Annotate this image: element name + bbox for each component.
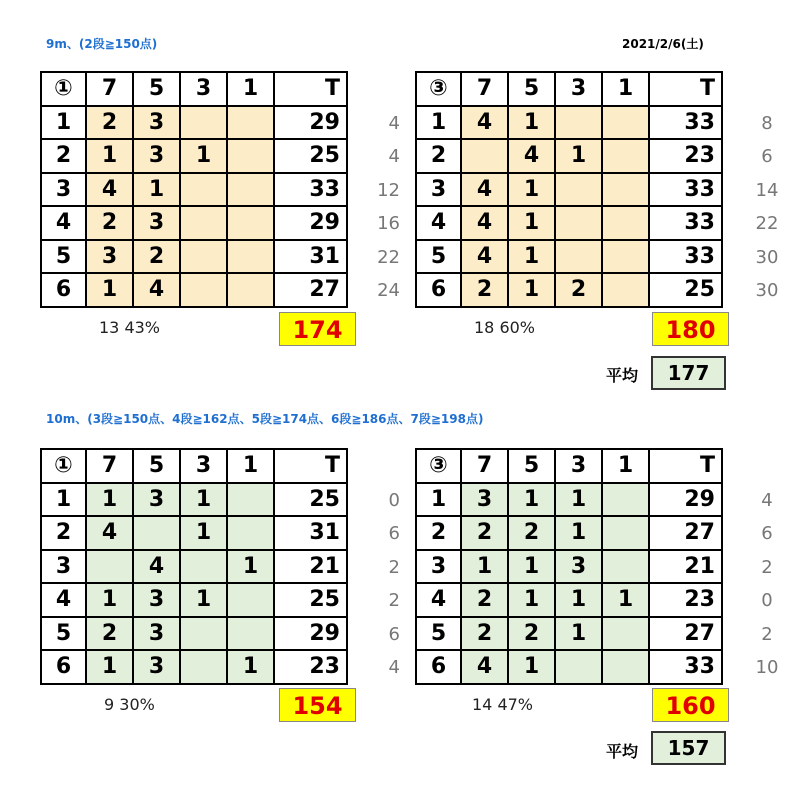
count-cell <box>555 106 602 140</box>
end-number-cell: 5 <box>416 240 461 274</box>
table-row <box>41 173 347 207</box>
count-cell: 4 <box>461 206 508 240</box>
end-number-cell: 1 <box>416 106 461 140</box>
end-number-cell: 1 <box>416 483 461 517</box>
count-cell <box>180 617 227 651</box>
table-row <box>41 106 347 140</box>
average-score-s1: 177 <box>651 356 726 390</box>
header-cell: T <box>274 72 347 106</box>
table-row <box>41 206 347 240</box>
count-cell <box>555 650 602 684</box>
hits-summary-s1-right: 18 60% <box>474 318 536 337</box>
end-total-cell: 29 <box>274 206 347 240</box>
table-row <box>41 240 347 274</box>
session-date: 2021/2/6(土) <box>622 37 704 51</box>
side-value: 6 <box>761 146 773 167</box>
end-number-cell: 4 <box>41 583 86 617</box>
count-cell: 3 <box>461 483 508 517</box>
score-table-s1-left <box>40 71 348 308</box>
end-total-cell: 33 <box>649 173 722 207</box>
table-row <box>41 273 347 307</box>
end-total-cell: 33 <box>274 173 347 207</box>
count-cell <box>227 483 274 517</box>
section2-title: 10m、(3段≧150点、4段≧162点、5段≧174点、6段≧186点、7段≧198点) <box>46 412 484 426</box>
count-cell: 2 <box>461 617 508 651</box>
count-cell: 2 <box>461 516 508 550</box>
count-cell: 4 <box>461 650 508 684</box>
end-number-cell: 3 <box>416 173 461 207</box>
header-cell: 1 <box>602 72 649 106</box>
count-cell: 4 <box>461 240 508 274</box>
header-cell: 5 <box>508 72 555 106</box>
count-cell: 1 <box>86 583 133 617</box>
end-total-cell: 23 <box>649 583 722 617</box>
side-value: 4 <box>388 112 400 134</box>
count-cell: 3 <box>555 550 602 584</box>
end-total-cell: 25 <box>274 583 347 617</box>
count-cell: 1 <box>508 650 555 684</box>
count-cell <box>133 516 180 550</box>
side-value: 12 <box>377 179 400 201</box>
end-total-cell: 33 <box>649 206 722 240</box>
score-table-s2-left <box>40 448 348 685</box>
count-cell <box>227 240 274 274</box>
table-body <box>416 72 722 307</box>
header-cell: ① <box>41 72 86 106</box>
header-cell: T <box>274 449 347 483</box>
count-cell: 1 <box>508 273 555 307</box>
table-row <box>416 139 722 173</box>
table-body <box>41 72 347 307</box>
side-value: 4 <box>388 146 400 167</box>
average-label-s1: 平均 <box>606 366 639 385</box>
count-cell <box>602 550 649 584</box>
count-cell: 1 <box>508 583 555 617</box>
side-value: 22 <box>377 246 400 268</box>
end-total-cell: 21 <box>649 550 722 584</box>
count-cell <box>180 206 227 240</box>
count-cell: 1 <box>555 139 602 173</box>
header-cell: 5 <box>133 72 180 106</box>
header-cell: 5 <box>133 449 180 483</box>
end-number-cell: 5 <box>416 617 461 651</box>
count-cell: 4 <box>86 173 133 207</box>
table-header-row <box>41 72 347 106</box>
count-cell <box>602 206 649 240</box>
end-number-cell: 4 <box>41 206 86 240</box>
count-cell <box>180 273 227 307</box>
count-cell <box>227 206 274 240</box>
count-cell: 1 <box>508 173 555 207</box>
count-cell: 1 <box>86 273 133 307</box>
header-cell: 1 <box>602 449 649 483</box>
end-number-cell: 5 <box>41 617 86 651</box>
side-value: 2 <box>388 556 400 578</box>
count-cell: 1 <box>180 583 227 617</box>
count-cell: 2 <box>508 516 555 550</box>
count-cell: 2 <box>461 583 508 617</box>
side-value: 22 <box>755 213 779 234</box>
header-cell: 7 <box>86 449 133 483</box>
score-table-s2-right <box>415 448 723 685</box>
side-value: 0 <box>388 489 400 511</box>
end-total-cell: 31 <box>274 516 347 550</box>
count-cell <box>180 173 227 207</box>
count-cell: 2 <box>508 617 555 651</box>
end-number-cell: 4 <box>416 206 461 240</box>
count-cell: 3 <box>133 139 180 173</box>
header-cell: 3 <box>555 72 602 106</box>
count-cell: 3 <box>133 650 180 684</box>
count-cell: 3 <box>133 483 180 517</box>
total-score-s2-left: 154 <box>279 688 356 722</box>
header-cell: T <box>649 72 722 106</box>
count-cell: 1 <box>508 483 555 517</box>
count-cell: 2 <box>133 240 180 274</box>
table-row <box>416 617 722 651</box>
table-row <box>416 550 722 584</box>
count-cell <box>602 516 649 550</box>
count-cell <box>227 273 274 307</box>
count-cell <box>602 173 649 207</box>
count-cell <box>227 106 274 140</box>
end-total-cell: 29 <box>274 106 347 140</box>
count-cell <box>602 617 649 651</box>
count-cell <box>555 206 602 240</box>
count-cell <box>602 483 649 517</box>
count-cell: 1 <box>461 550 508 584</box>
count-cell: 4 <box>461 173 508 207</box>
header-cell: 3 <box>180 449 227 483</box>
count-cell <box>180 240 227 274</box>
count-cell: 4 <box>86 516 133 550</box>
table-row <box>41 139 347 173</box>
count-cell <box>227 516 274 550</box>
count-cell: 1 <box>555 583 602 617</box>
table-row <box>416 206 722 240</box>
header-cell: 7 <box>86 72 133 106</box>
table-body <box>41 449 347 684</box>
count-cell <box>86 550 133 584</box>
end-number-cell: 3 <box>41 173 86 207</box>
end-total-cell: 27 <box>274 273 347 307</box>
count-cell: 3 <box>133 617 180 651</box>
table-row <box>41 483 347 517</box>
count-cell: 1 <box>180 516 227 550</box>
end-number-cell: 3 <box>416 550 461 584</box>
table-row <box>41 550 347 584</box>
score-table-s1-right <box>415 71 723 308</box>
count-cell: 1 <box>180 139 227 173</box>
count-cell <box>602 139 649 173</box>
side-value: 14 <box>755 179 779 201</box>
end-number-cell: 4 <box>416 583 461 617</box>
end-number-cell: 1 <box>41 106 86 140</box>
header-cell: 3 <box>555 449 602 483</box>
header-cell: 5 <box>508 449 555 483</box>
side-value: 6 <box>388 523 400 544</box>
count-cell: 4 <box>461 106 508 140</box>
end-number-cell: 5 <box>41 240 86 274</box>
side-value: 8 <box>761 112 773 134</box>
count-cell <box>602 650 649 684</box>
table-row <box>416 240 722 274</box>
table-row <box>416 106 722 140</box>
count-cell <box>180 550 227 584</box>
count-cell: 2 <box>86 106 133 140</box>
count-cell <box>180 650 227 684</box>
end-total-cell: 23 <box>274 650 347 684</box>
count-cell: 1 <box>180 483 227 517</box>
end-number-cell: 6 <box>416 273 461 307</box>
table-row <box>416 650 722 684</box>
count-cell <box>555 173 602 207</box>
count-cell: 4 <box>508 139 555 173</box>
count-cell: 1 <box>508 106 555 140</box>
end-total-cell: 33 <box>649 106 722 140</box>
count-cell <box>555 240 602 274</box>
total-score-s2-right: 160 <box>652 688 729 722</box>
side-value: 2 <box>761 623 773 645</box>
section1-title: 9m、(2段≧150点) <box>46 37 158 51</box>
count-cell: 1 <box>86 650 133 684</box>
side-value: 6 <box>388 623 400 645</box>
side-value: 30 <box>755 280 779 301</box>
side-value: 2 <box>388 590 400 611</box>
table-row <box>416 273 722 307</box>
count-cell: 1 <box>555 516 602 550</box>
count-cell: 1 <box>602 583 649 617</box>
hits-summary-s1-left: 13 43% <box>99 318 161 337</box>
header-cell: ③ <box>416 449 461 483</box>
count-cell: 1 <box>227 550 274 584</box>
end-number-cell: 6 <box>41 273 86 307</box>
total-score-s1-left: 174 <box>279 312 356 346</box>
end-total-cell: 25 <box>649 273 722 307</box>
end-total-cell: 33 <box>649 650 722 684</box>
header-cell: 7 <box>461 449 508 483</box>
count-cell: 1 <box>555 617 602 651</box>
table-row <box>41 617 347 651</box>
count-cell <box>602 273 649 307</box>
header-cell: 7 <box>461 72 508 106</box>
header-cell: 3 <box>180 72 227 106</box>
header-cell: 1 <box>227 72 274 106</box>
table-row <box>416 516 722 550</box>
count-cell: 2 <box>86 206 133 240</box>
count-cell: 3 <box>133 206 180 240</box>
side-value: 0 <box>761 590 773 611</box>
end-total-cell: 29 <box>649 483 722 517</box>
table-row <box>41 650 347 684</box>
count-cell: 1 <box>555 483 602 517</box>
end-number-cell: 6 <box>41 650 86 684</box>
side-value: 4 <box>761 489 773 511</box>
hits-summary-s2-right: 14 47% <box>472 695 534 714</box>
end-number-cell: 2 <box>41 139 86 173</box>
count-cell <box>602 240 649 274</box>
end-total-cell: 33 <box>649 240 722 274</box>
count-cell: 2 <box>86 617 133 651</box>
table-row <box>416 483 722 517</box>
table-row <box>41 583 347 617</box>
count-cell: 1 <box>86 483 133 517</box>
header-cell: 1 <box>227 449 274 483</box>
side-value: 24 <box>377 280 400 301</box>
count-cell: 2 <box>555 273 602 307</box>
count-cell: 1 <box>508 206 555 240</box>
table-row <box>41 516 347 550</box>
table-body <box>416 449 722 684</box>
end-number-cell: 6 <box>416 650 461 684</box>
side-value: 16 <box>377 213 400 234</box>
table-header-row <box>416 72 722 106</box>
side-value: 4 <box>388 657 400 678</box>
count-cell: 1 <box>227 650 274 684</box>
header-cell: ③ <box>416 72 461 106</box>
count-cell: 4 <box>133 273 180 307</box>
table-header-row <box>41 449 347 483</box>
count-cell <box>227 617 274 651</box>
end-number-cell: 2 <box>416 516 461 550</box>
count-cell: 2 <box>461 273 508 307</box>
end-total-cell: 31 <box>274 240 347 274</box>
end-total-cell: 21 <box>274 550 347 584</box>
count-cell <box>227 173 274 207</box>
end-total-cell: 25 <box>274 139 347 173</box>
count-cell: 3 <box>133 106 180 140</box>
count-cell: 1 <box>508 550 555 584</box>
count-cell: 1 <box>508 240 555 274</box>
count-cell <box>227 139 274 173</box>
count-cell <box>227 583 274 617</box>
count-cell: 3 <box>133 583 180 617</box>
end-number-cell: 2 <box>41 516 86 550</box>
end-total-cell: 29 <box>274 617 347 651</box>
count-cell: 1 <box>86 139 133 173</box>
count-cell <box>461 139 508 173</box>
end-total-cell: 27 <box>649 617 722 651</box>
side-value: 2 <box>761 556 773 578</box>
header-cell: T <box>649 449 722 483</box>
count-cell <box>180 106 227 140</box>
count-cell <box>602 106 649 140</box>
table-row <box>416 173 722 207</box>
count-cell: 3 <box>86 240 133 274</box>
side-value: 30 <box>755 246 779 268</box>
count-cell: 4 <box>133 550 180 584</box>
table-row <box>416 583 722 617</box>
side-value: 6 <box>761 523 773 544</box>
end-number-cell: 1 <box>41 483 86 517</box>
hits-summary-s2-left: 9 30% <box>104 695 155 714</box>
count-cell: 1 <box>133 173 180 207</box>
end-number-cell: 2 <box>416 139 461 173</box>
end-number-cell: 3 <box>41 550 86 584</box>
end-total-cell: 27 <box>649 516 722 550</box>
total-score-s1-right: 180 <box>652 312 729 346</box>
average-label-s2: 平均 <box>606 742 639 761</box>
table-header-row <box>416 449 722 483</box>
end-total-cell: 25 <box>274 483 347 517</box>
average-score-s2: 157 <box>651 731 726 765</box>
header-cell: ① <box>41 449 86 483</box>
end-total-cell: 23 <box>649 139 722 173</box>
side-value: 10 <box>755 657 779 678</box>
